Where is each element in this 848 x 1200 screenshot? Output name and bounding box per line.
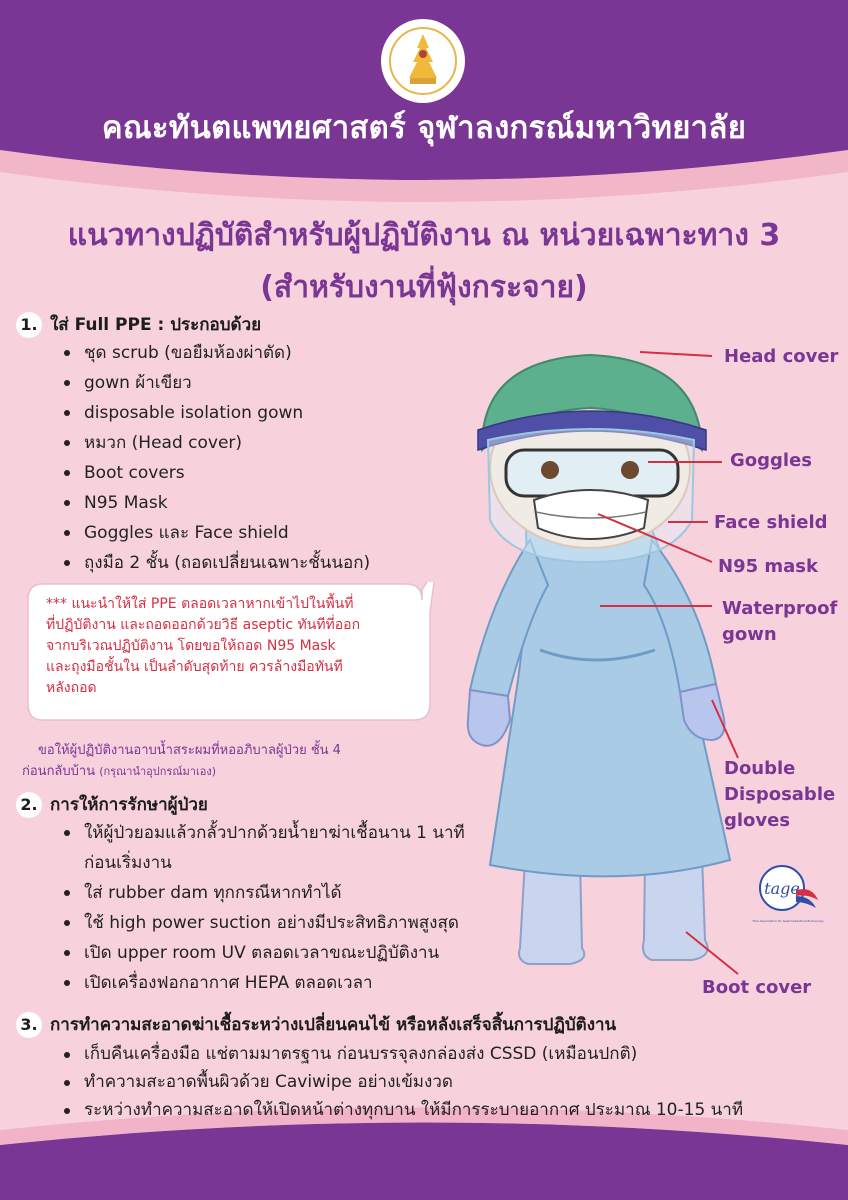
page-subtitle: (สำหรับงานที่ฟุ้งกระจาย) (260, 270, 588, 305)
pointer-boot-cover (686, 932, 738, 974)
label-line: Disposable (724, 784, 836, 805)
note-line: ขอให้ผู้ปฏิบัติงานอาบน้ำสระผมที่หออภิบาลผู้ป่วย ชั้น 4 (38, 743, 341, 758)
list-item: ใส่ rubber dam ทุกกรณีหากทำได้ (56, 878, 465, 908)
section1-number: 1. (16, 312, 42, 338)
label-n95-mask: N95 mask (718, 556, 818, 577)
list-item: ระหว่างทำความสะอาดให้เปิดหน้าต่างทุกบาน ให้มีการระบายอากาศ ประมาณ 10-15 นาที (56, 1096, 743, 1124)
list-item: หมวก (Head cover) (56, 428, 370, 458)
section2-number: 2. (16, 792, 42, 818)
list-item: ชุด scrub (ขอยืมห้องผ่าตัด) (56, 338, 370, 368)
callout-line: จากบริเวณปฏิบัติงาน โดยขอให้ถอด N95 Mask (46, 638, 336, 654)
label-line: Double (724, 758, 796, 779)
list-item: ทำความสะอาดพื้นผิวด้วย Caviwipe อย่างเข้มงวด (56, 1068, 743, 1096)
label-face-shield: Face shield (714, 512, 828, 533)
tage-mark: tage (764, 879, 800, 898)
label-head-cover: Head cover (724, 346, 839, 367)
label-goggles: Goggles (730, 450, 813, 471)
note-text: ก่อนกลับบ้าน (22, 764, 96, 779)
pointer-gloves (712, 700, 738, 758)
list-item: Goggles และ Face shield (56, 518, 370, 548)
list-item: เปิดเครื่องฟอกอากาศ HEPA ตลอดเวลา (56, 968, 465, 998)
tage-logo (752, 860, 824, 932)
section3-title: การทำความสะอาดฆ่าเชื้อระหว่างเปลี่ยนคนไข้ หรือหลังเสร็จสิ้นการปฏิบัติงาน (50, 1015, 617, 1035)
label-waterproof-gown (722, 596, 837, 648)
list-item: N95 Mask (56, 488, 370, 518)
label-boot-cover: Boot cover (702, 977, 812, 998)
callout-line: ที่ปฏิบัติงาน และถอดออกด้วยวิธี aseptic ทันทีที่ออก (46, 617, 361, 633)
tage-caption: Thai Association for Gastrointestinal Endoscopy (752, 919, 824, 923)
list-item: เก็บคืนเครื่องมือ แช่ตามมาตรฐาน ก่อนบรรจุลงกล่องส่ง CSSD (เหมือนปกติ) (56, 1040, 743, 1068)
list-item: เปิด upper room UV ตลอดเวลาขณะปฏิบัติงาน (56, 938, 465, 968)
list-item: ใช้ high power suction อย่างมีประสิทธิภาพสูงสุด (56, 908, 465, 938)
list-item: ถุงมือ 2 ชั้น (ถอดเปลี่ยนเฉพาะชั้นนอก) (56, 548, 370, 578)
pointer-head-cover (640, 352, 712, 356)
list-item: Boot covers (56, 458, 370, 488)
section2-title: การให้การรักษาผู้ป่วย (50, 795, 208, 815)
section1-title: ใส่ Full PPE : ประกอบด้วย (50, 315, 262, 335)
list-item: disposable isolation gown (56, 398, 370, 428)
label-line: Waterproof (722, 598, 838, 619)
list-item: gown ผ้าเขียว (56, 368, 370, 398)
callout-line: หลังถอด (46, 680, 97, 696)
label-line: gloves (724, 810, 791, 831)
faculty-name: คณะทันตแพทยศาสตร์ จุฬาลงกรณ์มหาวิทยาลัย (101, 110, 747, 146)
page-title: แนวทางปฏิบัติสำหรับผู้ปฏิบัติงาน ณ หน่วยเฉพาะทาง 3 (67, 218, 781, 253)
note-small: (กรุณานำอุปกรณ์มาเอง) (99, 765, 216, 778)
list-item: ให้ผู้ป่วยอมแล้วกลั้วปากด้วยน้ำยาฆ่าเชื้อนาน 1 นาที (56, 818, 465, 848)
list-item-continuation: ก่อนเริ่มงาน (84, 853, 172, 873)
label-double-gloves (724, 756, 835, 834)
callout-line: และถุงมือชั้นใน เป็นลำดับสุดท้าย ควรล้างมือทันที (46, 659, 343, 675)
label-line: gown (722, 624, 777, 645)
callout-line: *** แนะนำให้ใส่ PPE ตลอดเวลาหากเข้าไปในพื้นที่ (46, 596, 354, 612)
section3-number: 3. (16, 1012, 42, 1038)
